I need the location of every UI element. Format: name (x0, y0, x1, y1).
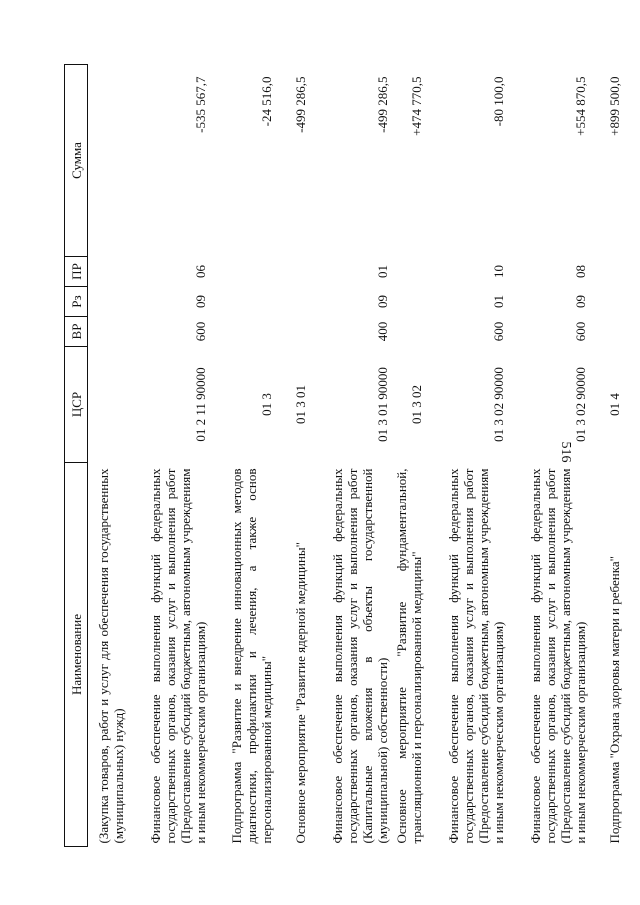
row-vr: 600 (193, 321, 208, 342)
row-csr: 01 3 01 (293, 385, 308, 424)
row-name: Подпрограмма "Охрана здоровья матери и ребенка" (607, 556, 622, 844)
row-csr: 01 3 01 90000 (375, 367, 390, 442)
row-vr (212, 317, 278, 347)
row-vr: 600 (491, 321, 506, 342)
table-header-row (65, 65, 88, 847)
row-vr: 600 (573, 321, 588, 342)
row-sum: +554 870,5 (573, 76, 588, 136)
table-row (212, 65, 278, 847)
row-vr (278, 317, 312, 347)
column-header-sum: Сумма (65, 65, 88, 257)
row-name: Основное мероприятие "Развитие ядерной медицины" (293, 542, 308, 844)
budget-table (64, 64, 626, 847)
row-pr (212, 257, 278, 287)
table-row (428, 65, 510, 847)
column-header-rz: Рз (65, 287, 88, 317)
row-rz (394, 287, 428, 317)
row-csr: 01 4 (607, 393, 622, 416)
row-csr: 01 3 02 (409, 385, 424, 424)
page-number: 516 (558, 441, 573, 463)
row-vr: 400 (375, 321, 390, 342)
table-row (510, 65, 592, 847)
row-csr: 01 3 02 90000 (491, 367, 506, 442)
rotated-page-content (64, 65, 622, 847)
row-csr: 01 3 (259, 393, 274, 416)
row-sum: -80 100,0 (491, 76, 506, 127)
row-csr (88, 347, 131, 463)
row-pr: 08 (573, 265, 588, 278)
table-row (88, 65, 131, 847)
row-sum: +474 770,5 (409, 76, 424, 136)
row-pr: 10 (491, 265, 506, 278)
row-sum: -535 567,7 (193, 76, 208, 133)
row-name: Основное мероприятие "Развитие фундаментальной, трансляционной и персонализированной медицины" (394, 468, 424, 844)
row-rz (212, 287, 278, 317)
row-rz (88, 287, 131, 317)
row-pr: 01 (375, 265, 390, 278)
table-row (130, 65, 212, 847)
column-header-vr: ВР (65, 317, 88, 347)
row-sum (88, 65, 131, 257)
row-name: Финансовое обеспечение выполнения функций федеральных государственных органов, оказания услуг и выполнения работ (Предоставление субсидий бюджетным, автономным учреждениям и иным некоммерческим организациям) (446, 468, 506, 844)
row-pr: 06 (193, 265, 208, 278)
row-rz: 01 (491, 295, 506, 308)
row-name: Финансовое обеспечение выполнения функций федеральных государственных органов, оказания услуг и выполнения работ (Предоставление субсидий бюджетным, автономным учреждениям и иным некоммерческим организациям) (148, 468, 208, 844)
table-row (592, 65, 626, 847)
row-csr: 01 3 02 90000 (573, 367, 588, 442)
row-sum: -499 286,5 (293, 76, 308, 133)
table-row (394, 65, 428, 847)
row-sum: -499 286,5 (375, 76, 390, 133)
table-row (312, 65, 394, 847)
column-header-csr: ЦСР (65, 347, 88, 463)
row-rz: 09 (375, 295, 390, 308)
row-pr (88, 257, 131, 287)
row-rz: 09 (193, 295, 208, 308)
row-name: Финансовое обеспечение выполнения функций федеральных государственных органов, оказания услуг и выполнения работ (Капитальные вложения в объекты государственной (муниципальной) собственности) (330, 468, 390, 844)
row-vr (88, 317, 131, 347)
row-csr: 01 2 11 90000 (193, 367, 208, 442)
row-name: (Закупка товаров, работ и услуг для обеспечения государственных (муниципальных) нужд) (96, 468, 126, 844)
row-name: Подпрограмма "Развитие и внедрение инновационных методов диагностики, профилактики и лечения, а также основ персонализированной медицины" (229, 468, 274, 844)
row-name: Финансовое обеспечение выполнения функций федеральных государственных органов, оказания услуг и выполнения работ (Предоставление субсидий бюджетным, автономным учреждениям и иным некоммерческим организациям) (528, 468, 588, 844)
column-header-name: Наименование (65, 463, 88, 847)
row-vr (592, 317, 626, 347)
row-vr (394, 317, 428, 347)
row-pr (394, 257, 428, 287)
row-pr (592, 257, 626, 287)
row-sum: -24 516,0 (259, 76, 274, 127)
column-header-pr: ПР (65, 257, 88, 287)
row-rz (592, 287, 626, 317)
row-pr (278, 257, 312, 287)
row-sum: +899 500,0 (607, 76, 622, 136)
row-rz (278, 287, 312, 317)
table-row (278, 65, 312, 847)
row-rz: 09 (573, 295, 588, 308)
